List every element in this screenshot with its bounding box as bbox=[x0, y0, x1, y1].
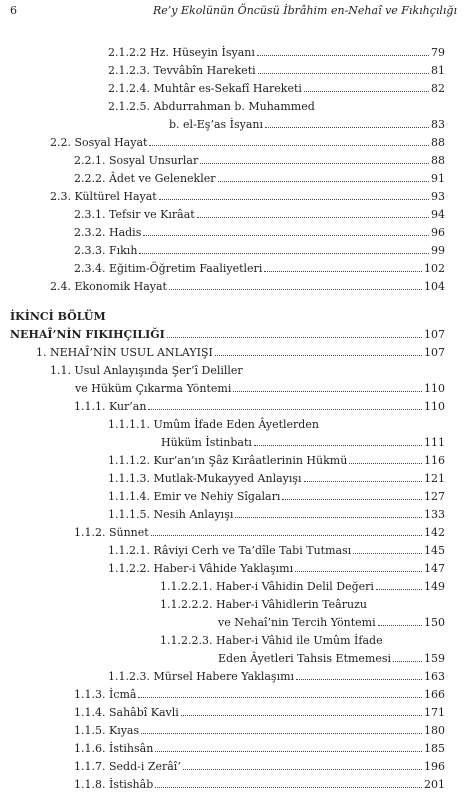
toc-row bbox=[0, 578, 471, 596]
toc-entry bbox=[74, 776, 445, 794]
toc-row bbox=[0, 560, 471, 578]
toc-entry-page: 81 bbox=[431, 64, 445, 77]
leader-dots bbox=[139, 253, 429, 254]
toc-entry bbox=[10, 326, 445, 344]
toc-row bbox=[0, 722, 471, 740]
toc-entry bbox=[160, 578, 445, 596]
toc-entry-title: 1.1.7. Sedd-i Zerâî’ bbox=[74, 760, 181, 773]
toc-entry-page: 83 bbox=[431, 118, 445, 131]
toc-row bbox=[0, 62, 471, 80]
toc-entry-title: 2.3.3. Fıkıh bbox=[74, 244, 138, 257]
toc-entry bbox=[74, 398, 445, 416]
toc-row bbox=[0, 116, 471, 134]
leader-dots bbox=[197, 217, 429, 218]
toc-entry-title: Hüküm İstinbatı bbox=[161, 436, 252, 449]
toc-row bbox=[0, 470, 471, 488]
toc-entry-page: 147 bbox=[424, 562, 445, 575]
toc-entry bbox=[74, 740, 445, 758]
toc-row bbox=[0, 308, 471, 326]
toc-entry-page: 110 bbox=[424, 382, 445, 395]
toc-entry-title: 1.1.3. İcmâ bbox=[74, 688, 137, 701]
toc-row bbox=[0, 98, 471, 116]
toc-entry bbox=[108, 470, 445, 488]
toc-entry-title: 2.1.2.5. Abdurrahman b. Muhammed bbox=[108, 100, 315, 113]
toc-entry-title: 2.2. Sosyal Hayat bbox=[50, 136, 148, 149]
toc-entry-title: 2.3.1. Tefsir ve Kırâat bbox=[74, 208, 195, 221]
leader-dots bbox=[265, 127, 429, 128]
toc-entry bbox=[218, 614, 445, 632]
toc-entry-title: 2.1.2.4. Muhtâr es-Sekafî Hareketi bbox=[108, 82, 302, 95]
leader-dots bbox=[169, 289, 422, 290]
toc-row bbox=[0, 686, 471, 704]
toc-entry-title: 2.2.2. Âdet ve Gelenekler bbox=[74, 172, 216, 185]
toc-entry-page: 127 bbox=[424, 490, 445, 503]
toc-entry-title: 1.1.4. Sahâbî Kavli bbox=[74, 706, 179, 719]
toc-entry-title: 1.1.1.5. Nesih Anlayışı bbox=[108, 508, 234, 521]
toc-row bbox=[0, 704, 471, 722]
leader-dots bbox=[138, 697, 422, 698]
leader-dots bbox=[183, 769, 422, 770]
leader-dots bbox=[254, 445, 422, 446]
toc-entry bbox=[36, 344, 445, 362]
toc-row bbox=[0, 650, 471, 668]
toc-row bbox=[0, 740, 471, 758]
toc-entry bbox=[74, 242, 445, 260]
toc-entry bbox=[74, 686, 445, 704]
leader-dots bbox=[257, 55, 429, 56]
toc-entry-page: 99 bbox=[431, 244, 445, 257]
toc-row bbox=[0, 524, 471, 542]
toc-entry-title: 1.1.2.2. Haber-i Vâhide Yaklaşımı bbox=[108, 562, 294, 575]
toc-row bbox=[0, 614, 471, 632]
toc-row bbox=[0, 362, 471, 380]
toc-entry-page: 94 bbox=[431, 208, 445, 221]
toc-entry-page: 163 bbox=[424, 670, 445, 683]
toc-row bbox=[0, 326, 471, 344]
toc-entry bbox=[50, 278, 445, 296]
toc-entry-page: 88 bbox=[431, 136, 445, 149]
leader-dots bbox=[378, 625, 422, 626]
toc-row bbox=[0, 758, 471, 776]
toc-entry-page: 121 bbox=[424, 472, 445, 485]
toc-entry-title: 1.1.2.3. Mürsel Habere Yaklaşımı bbox=[108, 670, 295, 683]
toc-entry-title: NEHAÎ’NİN FIKIHÇILIĞI bbox=[10, 328, 165, 341]
toc-entry-title: 2.1.2.3. Tevvâbîn Hareketi bbox=[108, 64, 256, 77]
toc-entry bbox=[108, 542, 445, 560]
toc-entry-title: ve Hüküm Çıkarma Yöntemi bbox=[75, 382, 232, 395]
toc-entry-title: 1.1.1.1. Umûm İfade Eden Âyetlerden bbox=[108, 418, 319, 431]
toc-entry-page: 107 bbox=[424, 328, 445, 341]
toc-entry bbox=[108, 62, 445, 80]
toc-entry-page: 159 bbox=[424, 652, 445, 665]
toc-entry bbox=[74, 722, 445, 740]
leader-dots bbox=[376, 589, 422, 590]
leader-dots bbox=[349, 463, 422, 464]
toc-entry-title: 1.1.5. Kıyas bbox=[74, 724, 140, 737]
toc-row bbox=[0, 80, 471, 98]
toc-entry-page: 145 bbox=[424, 544, 445, 557]
toc-entry bbox=[108, 560, 445, 578]
toc-entry-title: 1.1.2.2.1. Haber-i Vâhidin Delil Değeri bbox=[160, 580, 374, 593]
leader-dots bbox=[353, 553, 422, 554]
toc-entry-page: 185 bbox=[424, 742, 445, 755]
toc-entry-title: 1. NEHAÎ’NİN USUL ANLAYIŞI bbox=[36, 346, 213, 359]
toc-entry bbox=[108, 506, 445, 524]
toc-entry-page: 91 bbox=[431, 172, 445, 185]
toc-entry-page: 133 bbox=[424, 508, 445, 521]
toc-entry bbox=[50, 134, 445, 152]
toc-entry-title: b. el-Eş’as İsyanı bbox=[169, 118, 264, 131]
leader-dots bbox=[143, 235, 429, 236]
toc-entry bbox=[108, 80, 445, 98]
toc-row bbox=[0, 224, 471, 242]
leader-dots bbox=[282, 499, 422, 500]
toc-row bbox=[0, 242, 471, 260]
toc-entry-page: 171 bbox=[424, 706, 445, 719]
leader-dots bbox=[393, 661, 422, 662]
toc-entry-title: 1.1.8. İstishâb bbox=[74, 778, 154, 791]
toc-entry bbox=[161, 434, 445, 452]
toc-entry-page: 96 bbox=[431, 226, 445, 239]
toc-entry-page: 110 bbox=[424, 400, 445, 413]
leader-dots bbox=[155, 751, 422, 752]
toc-entry-title: 2.3.4. Eğitim-Öğretim Faaliyetleri bbox=[74, 262, 263, 275]
toc-entry-page: 82 bbox=[431, 82, 445, 95]
toc-row bbox=[0, 452, 471, 470]
leader-dots bbox=[296, 679, 422, 680]
toc-entry bbox=[74, 170, 445, 188]
toc-row bbox=[0, 380, 471, 398]
leader-dots bbox=[235, 517, 422, 518]
leader-dots bbox=[215, 355, 422, 356]
toc-entry bbox=[74, 152, 445, 170]
toc-entry-page: 166 bbox=[424, 688, 445, 701]
page-header bbox=[10, 4, 457, 22]
toc-entry-page: 201 bbox=[424, 778, 445, 791]
toc-entry-page: 107 bbox=[424, 346, 445, 359]
toc-entry bbox=[74, 758, 445, 776]
section-heading: İKİNCİ BÖLÜM bbox=[10, 310, 106, 323]
leader-dots bbox=[258, 73, 429, 74]
leader-dots bbox=[218, 181, 430, 182]
toc-entry-title: 1.1.1.4. Emir ve Nehiy Sîgaları bbox=[108, 490, 281, 503]
toc-entry bbox=[108, 452, 445, 470]
toc-row bbox=[0, 596, 471, 614]
toc-row bbox=[0, 260, 471, 278]
toc-entry-page: 150 bbox=[424, 616, 445, 629]
toc-entry-title: 1.1.2.1. Râviyi Cerh ve Ta’dîle Tabi Tutması bbox=[108, 544, 352, 557]
toc-entry-title: 2.4. Ekonomik Hayat bbox=[50, 280, 167, 293]
toc-entry-page: 102 bbox=[424, 262, 445, 275]
toc-entry-title: 1.1.2. Sünnet bbox=[74, 526, 149, 539]
toc-row bbox=[0, 170, 471, 188]
toc-entry-title: 1.1.1. Kur’an bbox=[74, 400, 147, 413]
toc-entry bbox=[75, 380, 445, 398]
leader-dots bbox=[304, 481, 422, 482]
toc-entry-title: 1.1.6. İstihsân bbox=[74, 742, 154, 755]
leader-dots bbox=[155, 787, 422, 788]
toc-entry-page: 88 bbox=[431, 154, 445, 167]
toc-entry-title: ve Nehaî’nin Tercih Yöntemi bbox=[218, 616, 376, 629]
toc-row bbox=[0, 44, 471, 62]
toc-row bbox=[0, 668, 471, 686]
toc-entry-title: 2.3.2. Hadis bbox=[74, 226, 142, 239]
toc-entry-page: 149 bbox=[424, 580, 445, 593]
toc-entry bbox=[74, 524, 445, 542]
toc-row bbox=[0, 542, 471, 560]
toc-entry-title: 1.1.1.2. Kur’an’ın Şâz Kırâatlerinin Hükmü bbox=[108, 454, 348, 467]
toc-entry-title: 1.1.2.2.3. Haber-i Vâhid ile Umûm İfade bbox=[160, 634, 383, 647]
toc-row bbox=[0, 776, 471, 794]
leader-dots bbox=[181, 715, 422, 716]
leader-dots bbox=[148, 409, 422, 410]
toc-entry bbox=[74, 704, 445, 722]
toc-row bbox=[0, 188, 471, 206]
toc-entry-title: 2.2.1. Sosyal Unsurlar bbox=[74, 154, 199, 167]
page-number: 6 bbox=[10, 4, 17, 17]
toc-row bbox=[0, 632, 471, 650]
leader-dots bbox=[141, 733, 422, 734]
toc-entry-title: 2.1.2.2 Hz. Hüseyin İsyanı bbox=[108, 46, 255, 59]
leader-dots bbox=[159, 199, 429, 200]
toc-row bbox=[0, 488, 471, 506]
toc-entry-title: 1.1. Usul Anlayışında Şer’î Deliller bbox=[50, 364, 243, 377]
toc-entry-page: 196 bbox=[424, 760, 445, 773]
leader-dots bbox=[304, 91, 429, 92]
toc-entry bbox=[50, 188, 445, 206]
toc-entry-page: 111 bbox=[424, 436, 445, 449]
toc-row bbox=[0, 434, 471, 452]
leader-dots bbox=[295, 571, 422, 572]
toc-entry-title: 2.3. Kültürel Hayat bbox=[50, 190, 157, 203]
toc-row bbox=[0, 506, 471, 524]
leader-dots bbox=[149, 145, 429, 146]
toc-row bbox=[0, 152, 471, 170]
leader-dots bbox=[264, 271, 422, 272]
toc-row bbox=[0, 416, 471, 434]
toc-entry bbox=[108, 44, 445, 62]
toc-entry-title: Eden Âyetleri Tahsis Etmemesi bbox=[218, 652, 392, 665]
toc-entry bbox=[74, 260, 445, 278]
toc-entry-page: 142 bbox=[424, 526, 445, 539]
toc-row bbox=[0, 278, 471, 296]
toc-entry-title: 1.1.2.2.2. Haber-i Vâhidlerin Teâruzu bbox=[160, 598, 367, 611]
toc-entry bbox=[169, 116, 445, 134]
toc-entry bbox=[218, 650, 445, 668]
toc-entry bbox=[108, 668, 445, 686]
toc-row bbox=[0, 398, 471, 416]
toc-entry bbox=[108, 488, 445, 506]
toc-entry-page: 93 bbox=[431, 190, 445, 203]
toc-entry-page: 79 bbox=[431, 46, 445, 59]
toc-row bbox=[0, 344, 471, 362]
toc-entry-page: 104 bbox=[424, 280, 445, 293]
toc-entry-page: 116 bbox=[424, 454, 445, 467]
toc-entry-title: 1.1.1.3. Mutlak-Mukayyed Anlayışı bbox=[108, 472, 302, 485]
leader-dots bbox=[167, 337, 422, 338]
toc-row bbox=[0, 134, 471, 152]
leader-dots bbox=[200, 163, 429, 164]
leader-dots bbox=[233, 391, 422, 392]
leader-dots bbox=[151, 535, 422, 536]
toc-entry bbox=[74, 206, 445, 224]
toc-entry bbox=[74, 224, 445, 242]
toc-row bbox=[0, 206, 471, 224]
running-title: Re’y Ekolünün Öncüsü İbrâhim en-Nehaî ve Fıkıhçılığı bbox=[153, 4, 457, 17]
toc-entry-page: 180 bbox=[424, 724, 445, 737]
